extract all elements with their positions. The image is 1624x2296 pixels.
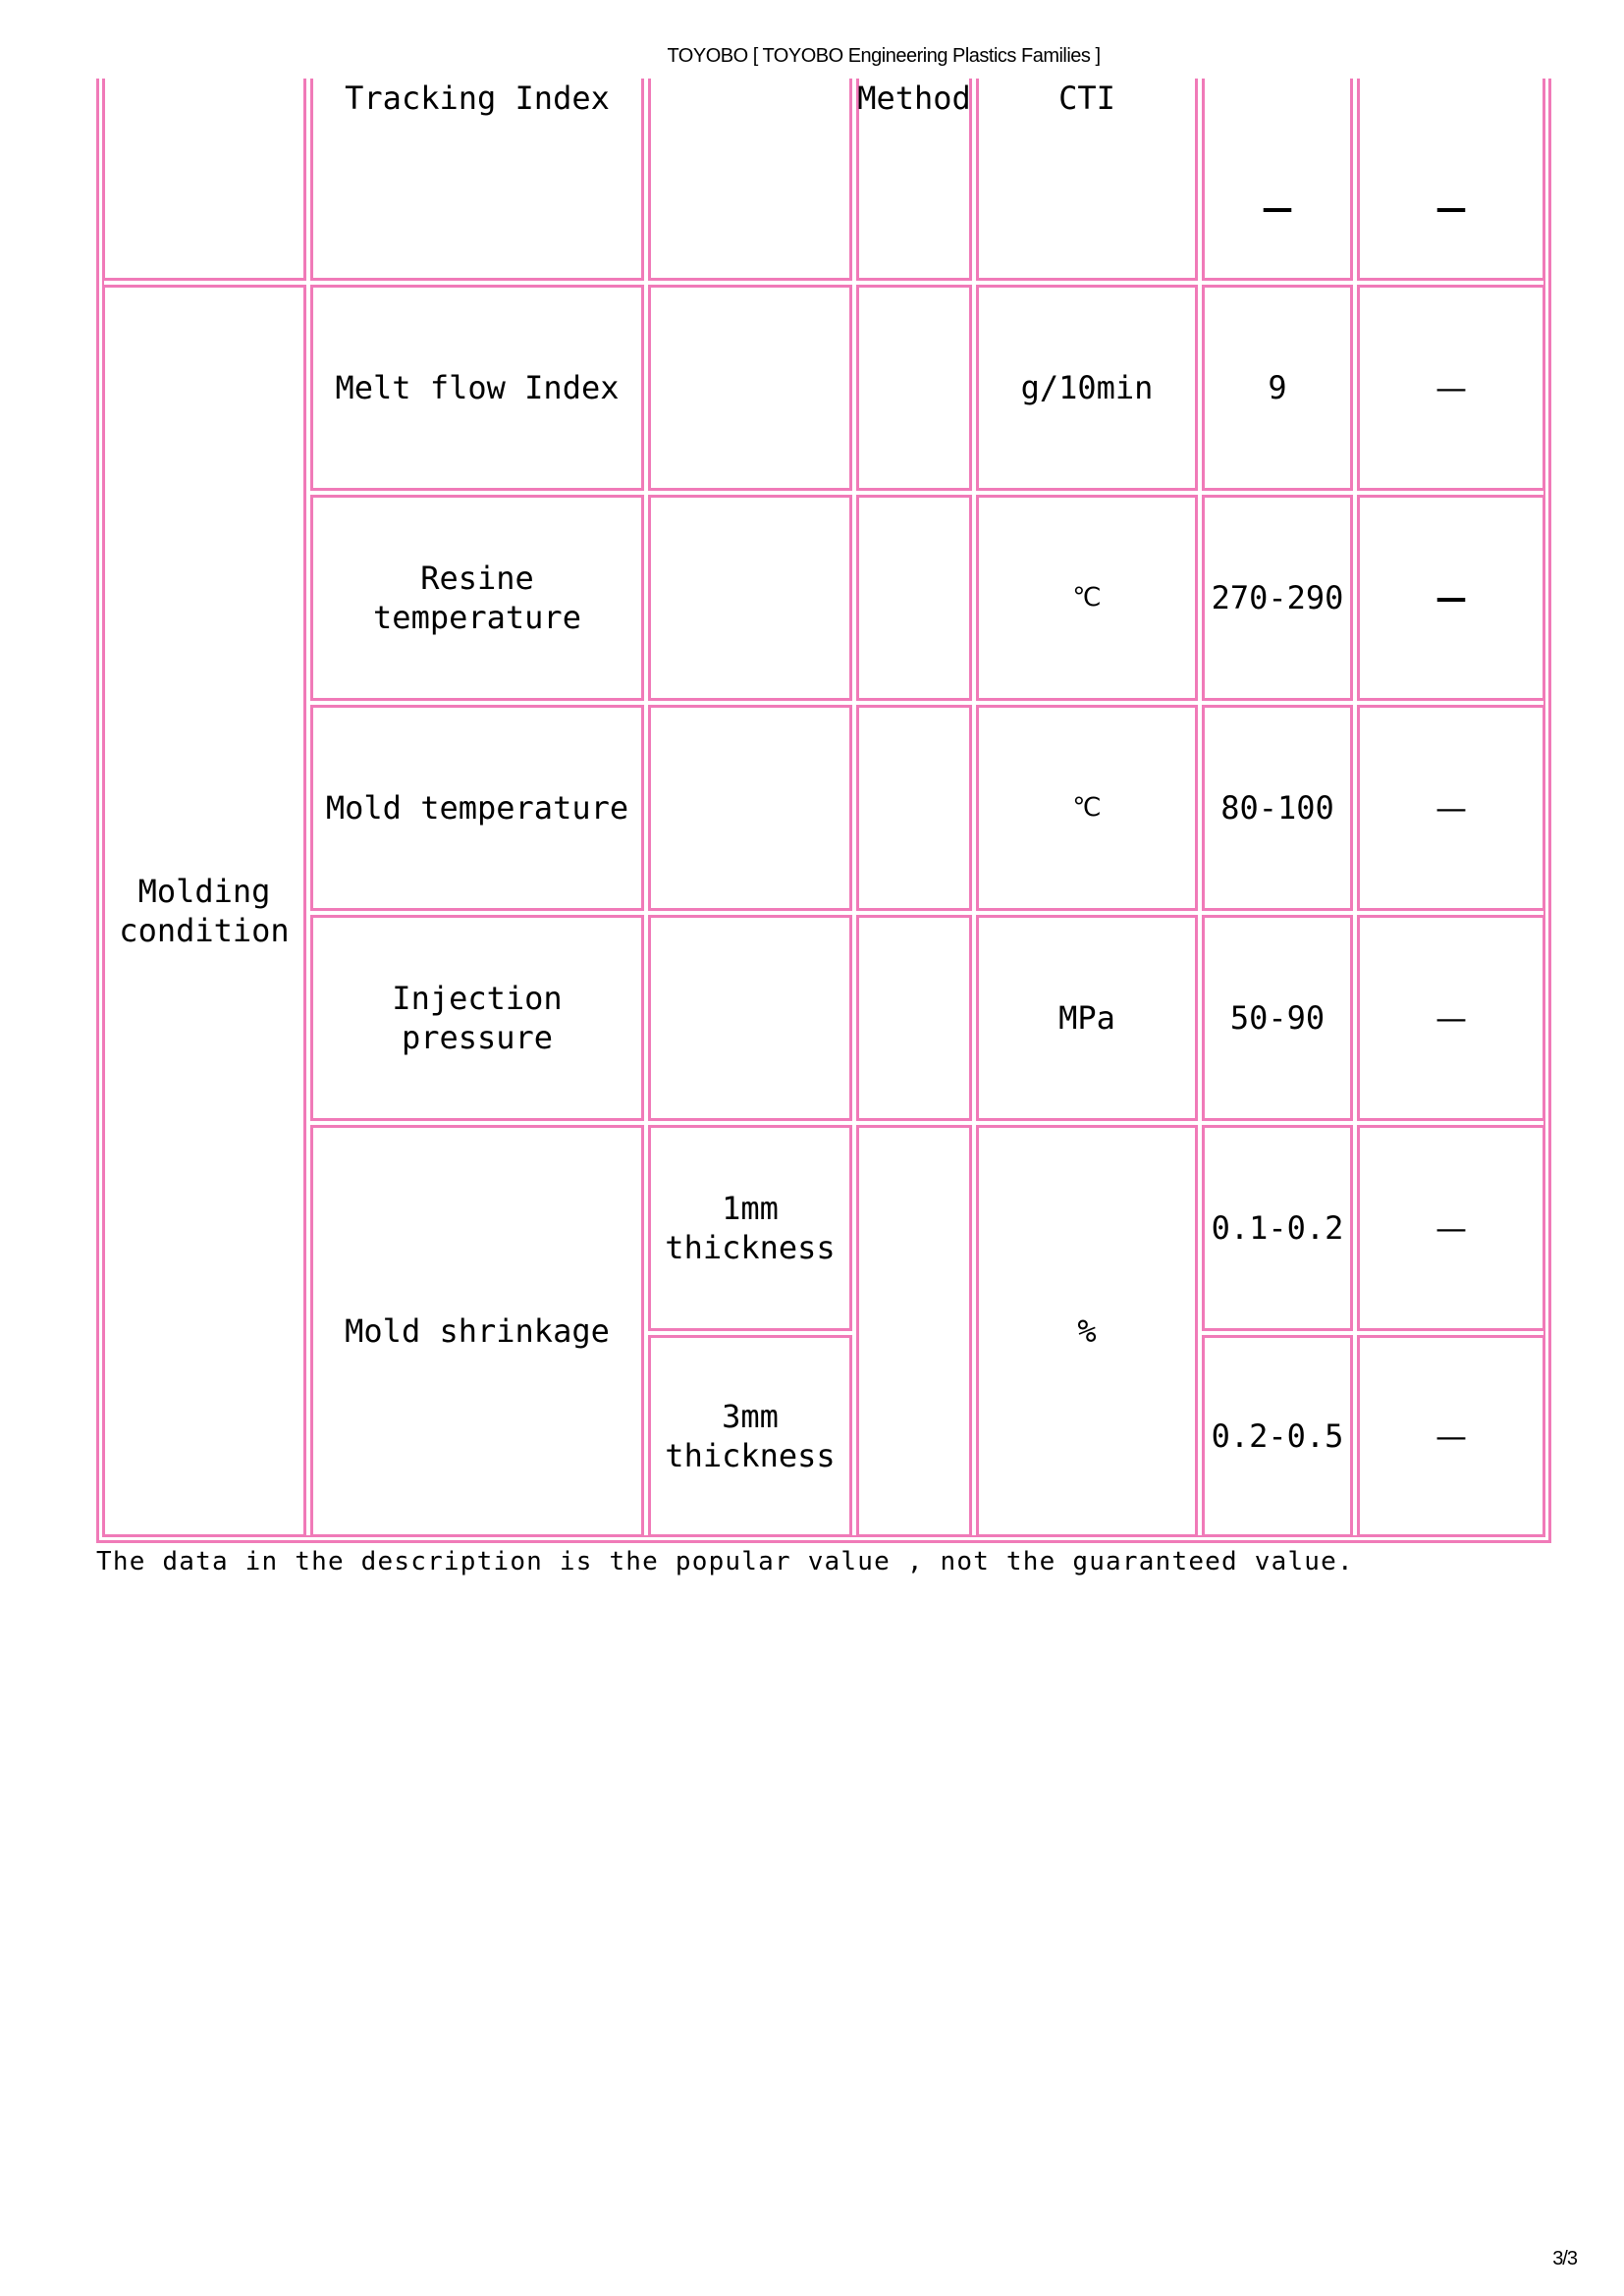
value-text: 9: [1268, 369, 1287, 406]
remark-text: —: [1435, 188, 1467, 227]
value-cell: [1202, 1335, 1353, 1537]
unit-cell: [976, 285, 1198, 491]
page-header-title: TOYOBO [ TOYOBO Engineering Plastics Families ]: [667, 45, 1101, 67]
property-cell-resine-temperature: [310, 495, 644, 701]
method-label: Method: [857, 80, 971, 117]
condition-label: 3mm thickness: [665, 1398, 836, 1474]
unit-label: ℃: [1072, 793, 1102, 823]
unit-label: CTI: [1058, 80, 1115, 117]
property-cell-mold-temperature: [310, 705, 644, 911]
method-cell-empty: [856, 915, 972, 1121]
remark-text: —: [1435, 579, 1467, 616]
value-cell: [1202, 79, 1353, 281]
value-cell: [1202, 495, 1353, 701]
property-cell-melt-flow: [310, 285, 644, 491]
condition-cell-empty: [648, 495, 852, 701]
unit-cell-cti: [976, 79, 1198, 281]
remark-text: —: [1435, 789, 1467, 827]
remark-cell: [1357, 1125, 1545, 1331]
property-label: Tracking Index: [345, 80, 610, 117]
value-text: 0.2-0.5: [1211, 1417, 1344, 1455]
method-cell-empty: [856, 705, 972, 911]
remark-cell: [1357, 1335, 1545, 1537]
remark-cell: [1357, 705, 1545, 911]
property-cell-tracking-index: [310, 79, 644, 281]
unit-cell: [976, 1125, 1198, 1537]
method-cell-empty: [856, 1125, 972, 1537]
condition-cell-3mm: [648, 1335, 852, 1537]
unit-label: g/10min: [1020, 369, 1154, 406]
unit-cell: [976, 495, 1198, 701]
unit-label: %: [1077, 1312, 1097, 1350]
value-cell: [1202, 1125, 1353, 1331]
property-label: Mold shrinkage: [345, 1312, 610, 1350]
remark-text: —: [1435, 369, 1467, 406]
condition-cell-1mm: [648, 1125, 852, 1331]
group-label: Molding condition: [119, 873, 290, 949]
unit-cell: [976, 915, 1198, 1121]
value-text: 50-90: [1229, 999, 1326, 1037]
method-cell-empty: [856, 285, 972, 491]
remark-cell: [1357, 79, 1545, 281]
remark-cell: [1357, 495, 1545, 701]
group-cell-empty: [102, 79, 306, 281]
property-label: Resine temperature: [373, 560, 581, 636]
value-text: 270-290: [1211, 579, 1344, 616]
remark-cell: [1357, 285, 1545, 491]
value-text: 80-100: [1220, 789, 1334, 827]
method-cell: [856, 79, 972, 281]
group-cell-molding-condition: [102, 285, 306, 1537]
value-cell: [1202, 915, 1353, 1121]
condition-cell-empty: [648, 79, 852, 281]
page-number: 3/3: [1552, 2248, 1577, 2269]
property-cell-injection-pressure: [310, 915, 644, 1121]
condition-label: 1mm thickness: [665, 1190, 836, 1266]
condition-cell-empty: [648, 285, 852, 491]
value-text: —: [1262, 188, 1293, 227]
property-label: Injection pressure: [392, 980, 563, 1056]
footnote: The data in the description is the popular value , not the guaranteed value.: [96, 1547, 1354, 1576]
remark-text: —: [1435, 1209, 1467, 1247]
method-cell-empty: [856, 495, 972, 701]
value-text: 0.1-0.2: [1211, 1209, 1344, 1247]
property-label: Melt flow Index: [335, 369, 620, 406]
unit-cell: [976, 705, 1198, 911]
remark-text: —: [1435, 999, 1467, 1037]
unit-label: ℃: [1072, 583, 1102, 613]
remark-text: —: [1435, 1417, 1467, 1455]
remark-cell: [1357, 915, 1545, 1121]
condition-cell-empty: [648, 705, 852, 911]
value-cell: [1202, 705, 1353, 911]
property-cell-mold-shrinkage: [310, 1125, 644, 1537]
property-label: Mold temperature: [325, 789, 629, 827]
condition-cell-empty: [648, 915, 852, 1121]
unit-label: MPa: [1058, 999, 1115, 1037]
value-cell: [1202, 285, 1353, 491]
